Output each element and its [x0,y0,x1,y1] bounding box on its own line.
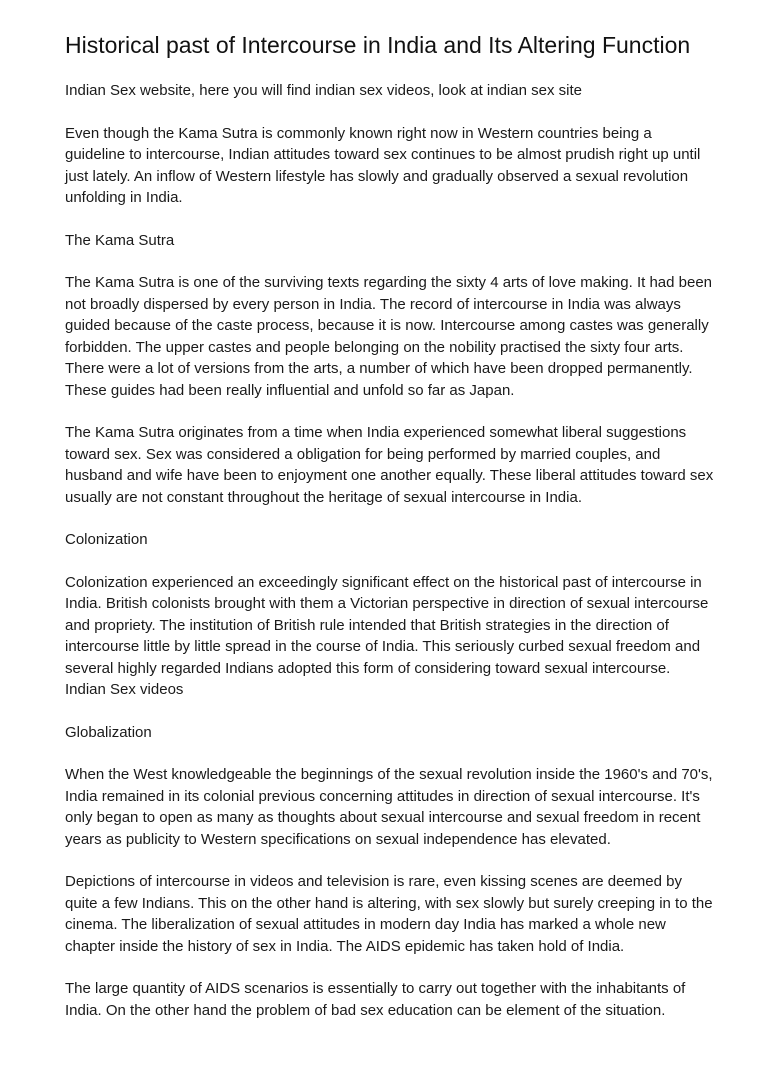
paragraph-kama-sutra-texts: The Kama Sutra is one of the surviving texts regarding the sixty 4 arts of love making. It had been not broadly dispersed by every person in India. The record of intercourse in India was always guided because of the caste process, because it is now. Intercourse among castes was generally forbidden. The upper castes and people belonging on the nobility practised the sixty four arts. There were a lot of versions from the arts, a number of which have been dropped permanently. These guides had been really influential and unfold so far as Japan. [65,274,713,399]
paragraph-globalization: When the West knowledgeable the beginnings of the sexual revolution inside the 1960's and 70's, India remained in its colonial previous concerning attitudes in direction of sexual intercourse. It's only began to open as many as thoughts about sexual intercourse and sexual freedom in recent years as publicity to Western specifications on sexual independence has elevated. [65,766,713,848]
paragraph-kama-sutra-liberal: The Kama Sutra originates from a time when India experienced somewhat liberal suggestions toward sex. Sex was considered a obligation for being performed by married couples, and husband and wife have been to enjoyment one another equally. These liberal attitudes toward sex usually are not constant throughout the heritage of sexual intercourse in India. [65,424,714,506]
document-page [65,30,715,1042]
paragraph-colonization: Colonization experienced an exceedingly significant effect on the historical past of intercourse in India. British colonists brought with them a Victorian perspective in direction of sexual intercourse and propriety. The institution of British rule intended that British strategies in the direction of intercourse little by little spread in the course of India. This seriously curbed sexual freedom and several highly regarded Indians adopted this form of considering toward sexual intercourse. Indian Sex videos [65,573,709,698]
section-heading-kama-sutra: The Kama Sutra [65,231,175,249]
paragraph-kama-sutra-intro: Even though the Kama Sutra is commonly known right now in Western countries being a guideline to intercourse, Indian attitudes toward sex continues to be almost prudish right up until just lately. An inflow of Western lifestyle has slowly and gradually observed a sexual revolution unfolding in India. [65,124,701,206]
intro-paragraph: Indian Sex website, here you will find indian sex videos, look at indian sex site [65,82,582,99]
paragraph-depictions: Depictions of intercourse in videos and television is rare, even kissing scenes are deemed by quite a few Indians. This on the other hand is altering, with sex slowly but surely creeping in to the cinema. The liberalization of sexual attitudes in modern day India has marked a whole new chapter inside the history of sex in India. The AIDS epidemic has taken hold of India. [65,873,713,955]
document-title: Historical past of Intercourse in India and Its Altering Function [65,32,691,58]
section-heading-colonization: Colonization [65,531,148,548]
paragraph-aids: The large quantity of AIDS scenarios is essentially to carry out together with the inhabitants of India. On the other hand the problem of bad sex education can be element of the situation. [65,980,686,1019]
section-heading-globalization: Globalization [65,723,152,741]
